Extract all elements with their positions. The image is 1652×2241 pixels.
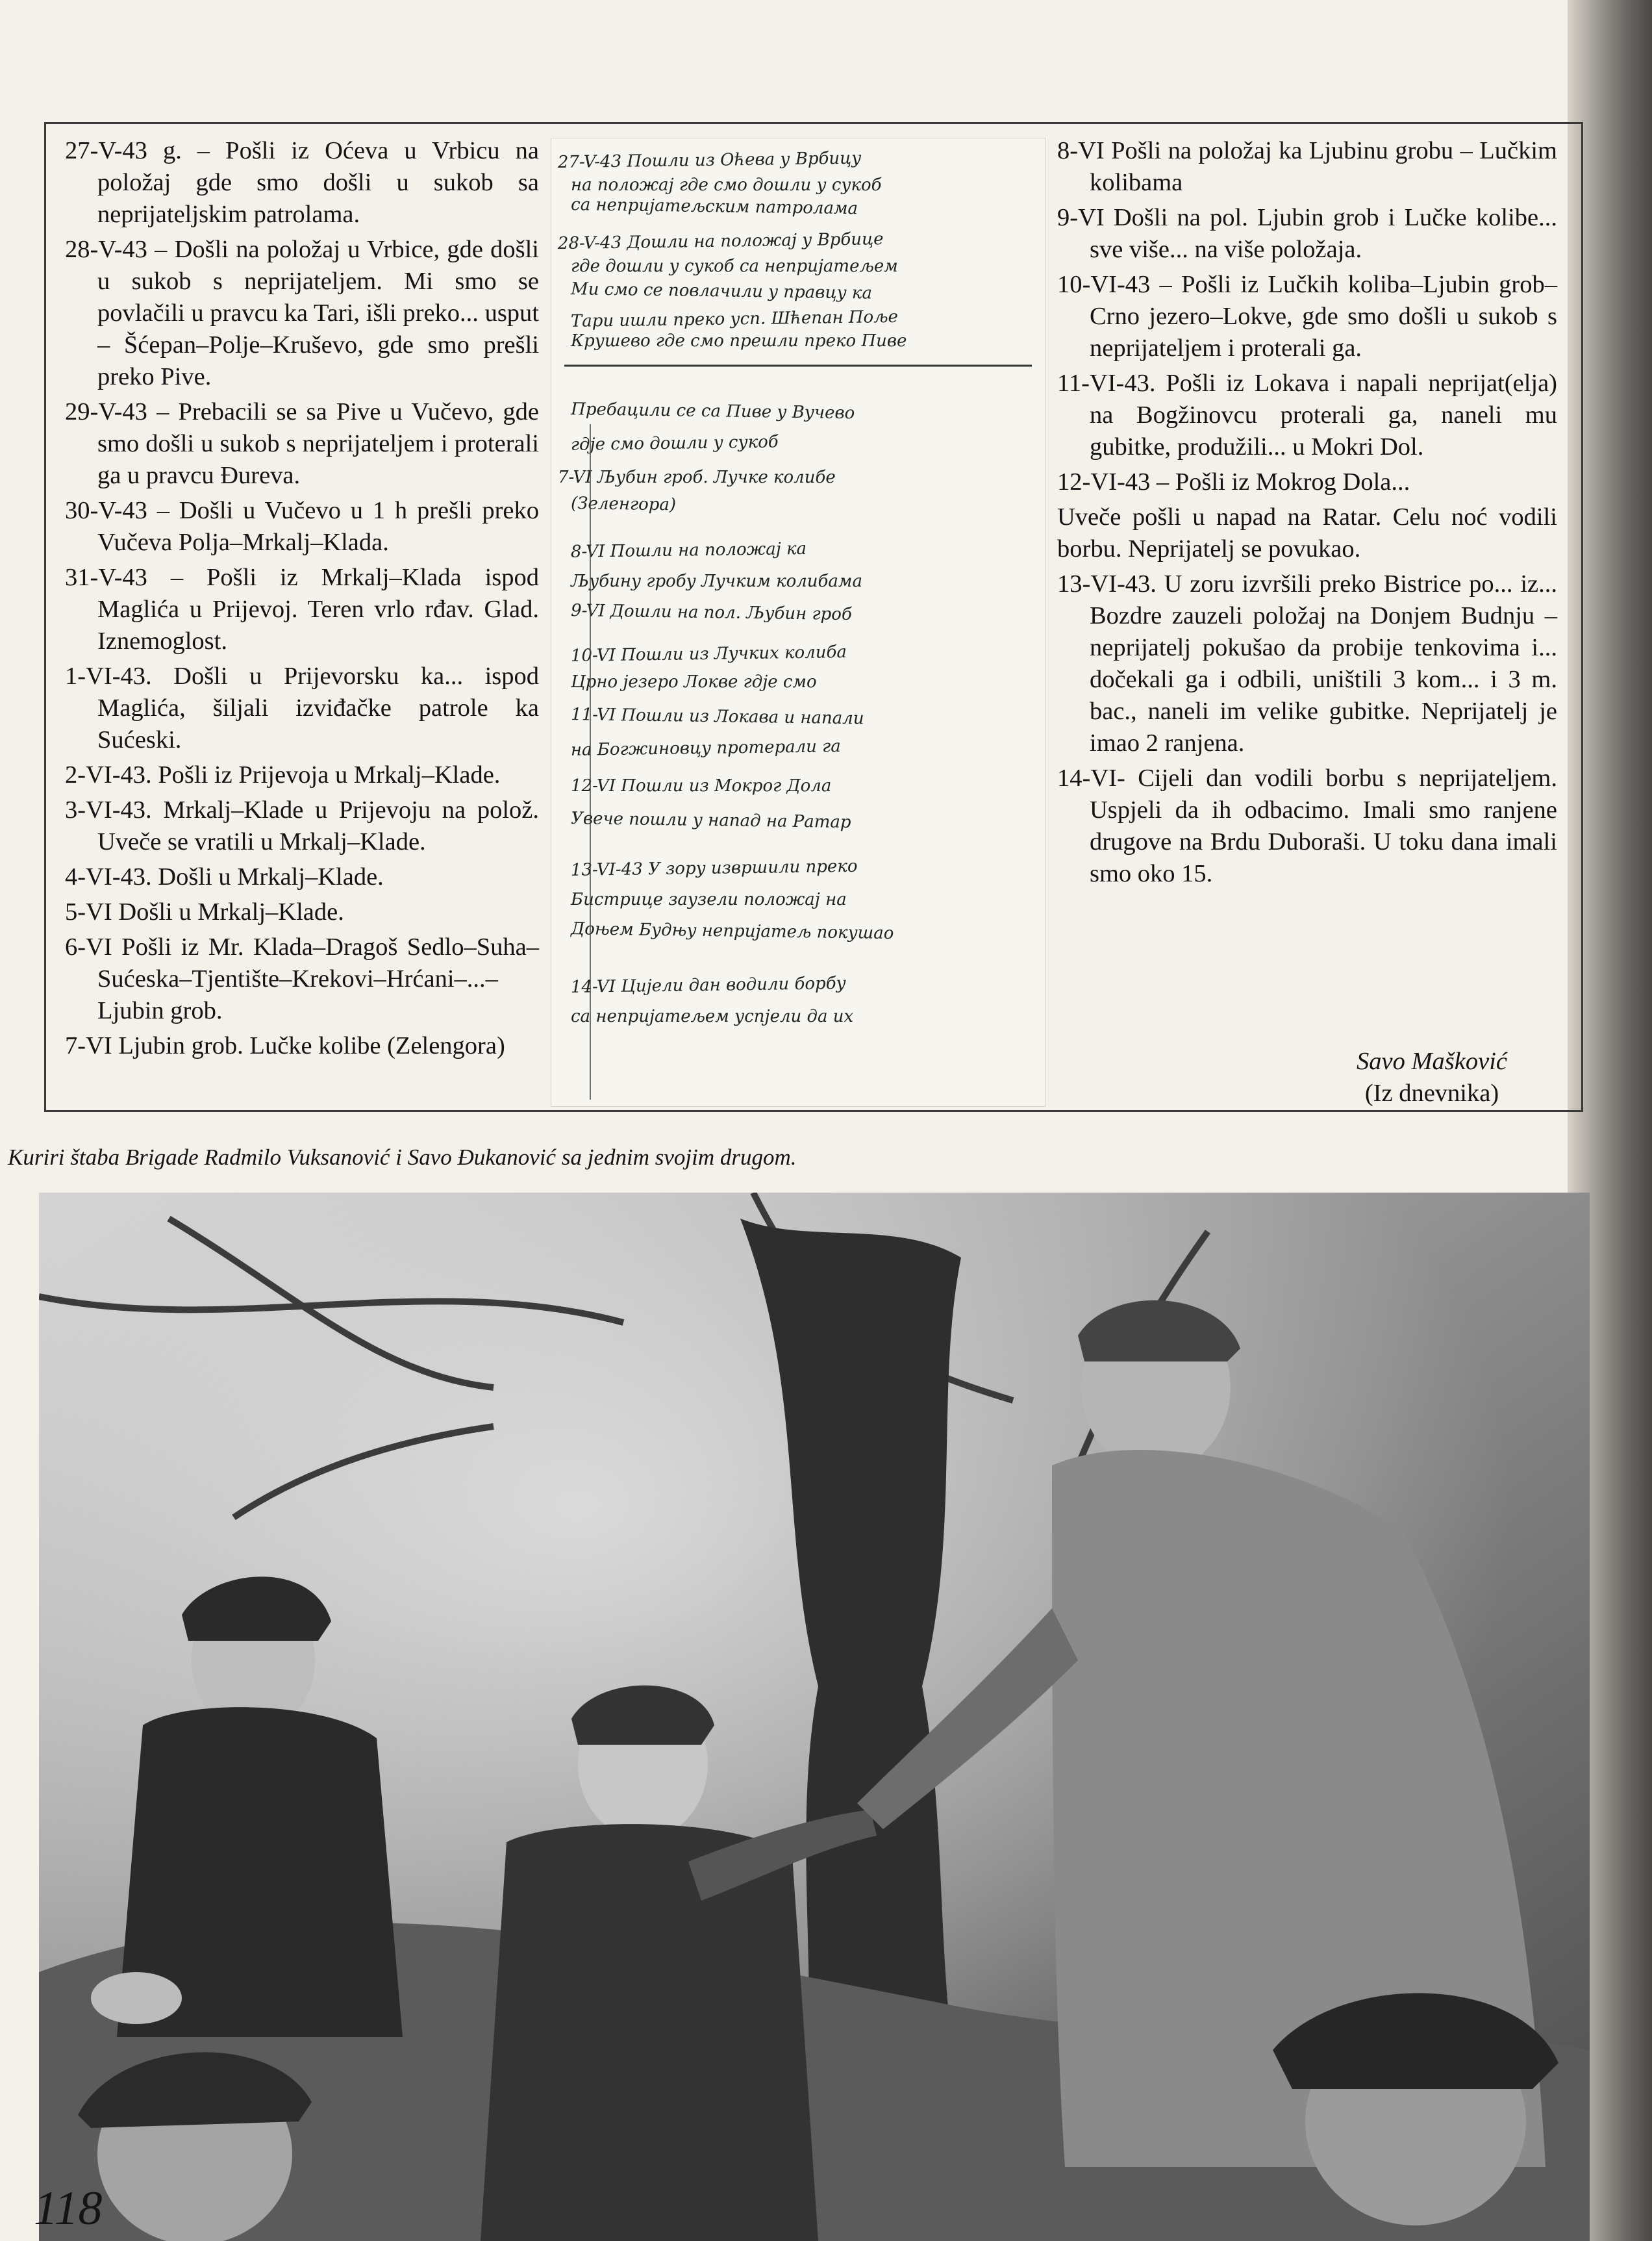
- diary-entry: 12-VI-43 – Pošli iz Mokrog Dola...: [1057, 468, 1410, 496]
- diary-entry: 29-V-43 – Prebacili se sa Pive u Vučevo, gde smo došli u sukob s neprijateljem i proterali ga u pravcu Đureva.: [65, 398, 539, 489]
- manuscript-line: 11-VI Пошли из Локава и напали: [570, 705, 864, 729]
- couriers-photograph: [39, 1193, 1590, 2241]
- diary-entry: 1-VI-43. Došli u Prijevorsku ka... ispod Maglića, šiljali izviđačke patrole ka Sućeski.: [65, 663, 539, 753]
- manuscript-image: [551, 138, 1045, 1107]
- manuscript-line: Црно језеро Локве гдје смо: [571, 672, 817, 692]
- manuscript-scan: [551, 138, 1045, 1106]
- diary-entry: 11-VI-43. Pošli iz Lokava i napali neprijat(elja) na Bogžinovcu proterali ga, naneli mu gubitke, produžili... u Mokri Dol.: [1057, 370, 1557, 461]
- manuscript-line: гдје смо дошли у сукоб: [570, 432, 779, 455]
- diary-entry: 10-VI-43 – Pošli iz Lučkih koliba–Ljubin grob–Crno jezero–Lokve, gde smo došli u sukob s neprijateljem i proterali ga.: [1057, 271, 1557, 362]
- manuscript-line: 10-VI Пошли из Лучких колиба: [570, 642, 847, 666]
- manuscript-line: на Богжиновцу протерали га: [570, 737, 842, 760]
- manuscript-line: Крушево где смо прешли преко Пиве: [571, 331, 907, 351]
- author-name: Savo Mašković: [1357, 1048, 1507, 1075]
- manuscript-line: Бистрице заузели положај на: [571, 890, 847, 909]
- manuscript-line: 27-V-43 Пошли из Оћева у Врбицу: [557, 148, 862, 173]
- manuscript-line: (Зеленгора): [570, 494, 677, 515]
- manuscript-line: 12-VI Пошли из Мокрог Дола: [571, 776, 832, 796]
- manuscript-line: где дошли у сукоб са непријатељем: [571, 257, 898, 276]
- diary-entry: 31-V-43 – Pošli iz Mrkalj–Klada ispod Maglića u Prijevoj. Teren vrlo rđav. Glad. Iznemoglost.: [65, 564, 539, 655]
- diary-entry: 30-V-43 – Došli u Vučevo u 1 h prešli preko Vučeva Polja–Mrkalj–Klada.: [65, 497, 539, 556]
- manuscript-line: 14-VI Цијели дан водили борбу: [570, 973, 846, 997]
- photo-illustration: [39, 1193, 1590, 2241]
- manuscript-line: 9-VI Дошли на пол. Љубин гроб: [570, 601, 853, 625]
- manuscript-line: Доњем Будњу непријатељ покушао: [570, 919, 894, 944]
- diary-entry: 5-VI Došli u Mrkalj–Klade.: [65, 898, 344, 926]
- manuscript-line: на положај где смо дошли у сукоб: [571, 175, 882, 195]
- diary-entry: 2-VI-43. Pošli iz Prijevoja u Mrkalj–Klade.: [65, 761, 501, 789]
- diary-entry: 4-VI-43. Došli u Mrkalj–Klade.: [65, 863, 384, 891]
- manuscript-line: Љубину гробу Лучким колибама: [571, 572, 862, 591]
- page-number: 118: [34, 2182, 103, 2235]
- diary-column-right: [1057, 135, 1557, 893]
- diary-entry: 6-VI Pošli iz Mr. Klada–Dragoš Sedlo–Suha–Sućeska–Tjentište–Krekovi–Hrćani–...–Ljubin grob.: [65, 933, 539, 1024]
- diary-entry: Uveče pošli u napad na Ratar. Celu noć vodili borbu. Neprijatelj se povukao.: [1057, 503, 1557, 563]
- manuscript-line: са непријатељским патролама: [570, 195, 858, 219]
- diary-signature: [1299, 1046, 1565, 1109]
- diary-entry: 3-VI-43. Mrkalj–Klade u Prijevoju na polož. Uveče se vratili u Mrkalj–Klade.: [65, 796, 539, 855]
- manuscript-line: Ми смо се повлачили у правцу ка: [570, 279, 873, 303]
- diary-entry: 14-VI- Cijeli dan vodili borbu s neprijateljem. Uspjeli da ih odbacimo. Imali smo ranjene drugove na Brdu Duboraši. U toku dana imali smo oko 15.: [1057, 765, 1557, 887]
- manuscript-line: Пребацили се са Пиве у Вучево: [570, 399, 855, 424]
- manuscript-line: 13-VI-43 У зору извршили преко: [570, 856, 858, 880]
- diary-entry: 28-V-43 – Došli na položaj u Vrbice, gde došli u sukob s neprijateljem. Mi smo se povlačili u pravcu ka Tari, išli preko... usput – Šćepan–Polje–Kruševo, gde smo prešli preko Pive.: [65, 236, 539, 390]
- manuscript-line: Увече пошли у напад на Ратар: [570, 809, 851, 833]
- manuscript-line: 8-VI Пошли на положај ка: [570, 538, 807, 562]
- diary-entry: 27-V-43 g. – Pošli iz Oćeva u Vrbicu na položaj gde smo došli u sukob sa neprijateljskim patrolama.: [65, 137, 539, 228]
- photo-caption: Kuriri štaba Brigade Radmilo Vuksanović i Savo Đukanović sa jednim svojim drugom.: [8, 1145, 797, 1170]
- diary-source: (Iz dnevnika): [1364, 1080, 1499, 1107]
- diary-entry: 9-VI Došli na pol. Ljubin grob i Lučke kolibe... sve više... na više položaja.: [1057, 204, 1557, 263]
- diary-entry: 8-VI Pošli na položaj ka Ljubinu grobu – Lučkim kolibama: [1057, 137, 1557, 196]
- manuscript-line: 28-V-43 Дошли на положај у Врбице: [557, 229, 884, 254]
- manuscript-line: са непријатељем успјели да их: [571, 1007, 854, 1026]
- diary-column-left: [65, 135, 539, 1065]
- manuscript-line: 7-VI Љубин гроб. Лучке колибе: [558, 468, 836, 487]
- diary-entry: 7-VI Ljubin grob. Lučke kolibe (Zelengora): [65, 1032, 505, 1059]
- manuscript-line: Тари ишли преко усп. Шћепан Поље: [570, 307, 899, 331]
- diary-entry: 13-VI-43. U zoru izvršili preko Bistrice po... iz... Bozdre zauzeli položaj na Donjem Budnju – neprijatelj pokušao da probije tenkovima i... dočekali ga i odbili, uništili 3 kom... i 3 m. bac., naneli im velike gubitke. Neprijatelj je imao 2 ranjena.: [1057, 570, 1557, 757]
